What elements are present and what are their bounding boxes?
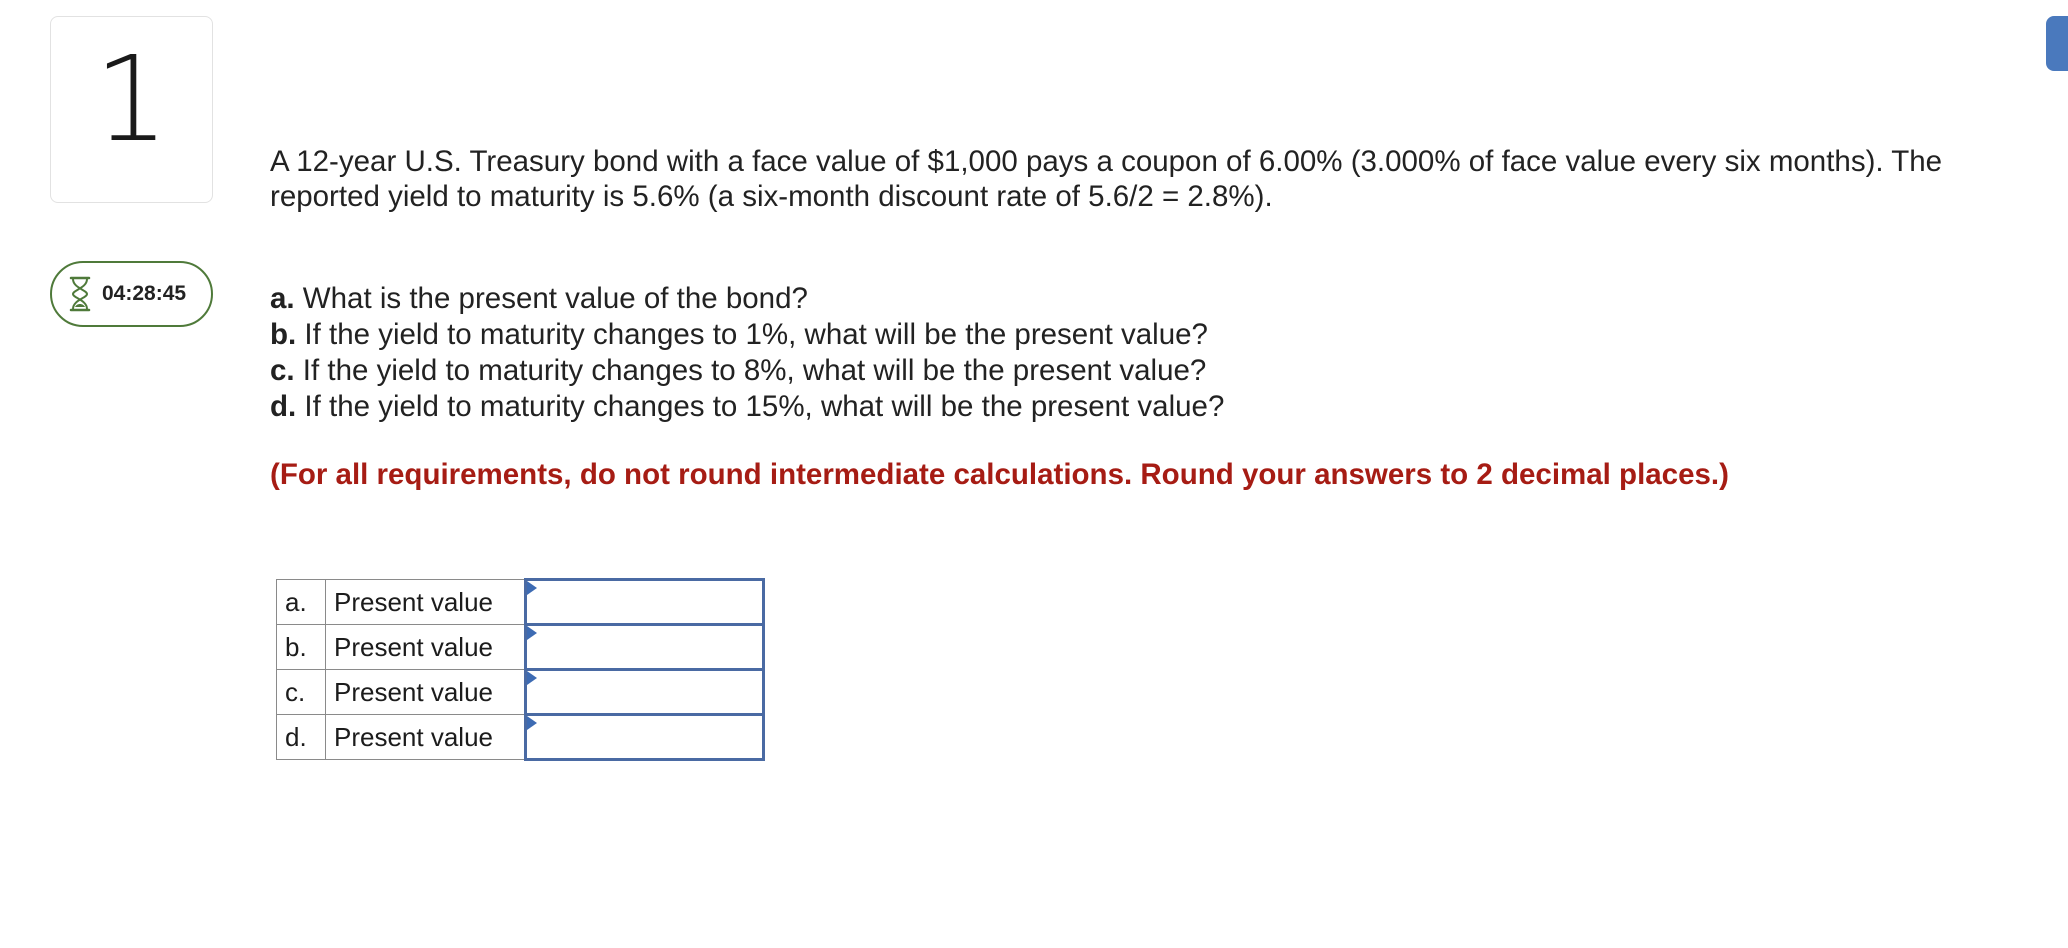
requirement-text: If the yield to maturity changes to 15%, what will be the present value? (296, 390, 1225, 423)
side-panel-tab[interactable] (2046, 16, 2068, 71)
flag-icon (527, 626, 537, 640)
requirement-d (270, 389, 1224, 425)
requirement-letter: a. (270, 282, 295, 315)
present-value-input-c[interactable] (527, 673, 762, 712)
requirement-text: If the yield to maturity changes to 8%, what will be the present value? (294, 354, 1207, 387)
present-value-input-b[interactable] (527, 628, 762, 667)
table-row (277, 670, 764, 715)
requirement-text: What is the present value of the bond? (294, 282, 808, 315)
requirements-list (270, 281, 1224, 425)
question-number-box (50, 16, 213, 203)
answer-cell-d[interactable] (526, 715, 764, 760)
row-label: Present value (326, 625, 526, 670)
row-label: Present value (326, 670, 526, 715)
flag-icon (527, 581, 537, 595)
requirement-letter: c. (270, 354, 295, 387)
problem-statement: A 12-year U.S. Treasury bond with a face value of $1,000 pays a coupon of 6.00% (3.000% of face value every six months). The reported yield to maturity is 5.6% (a six-month discount rate of 5.6/2 = 2.8%). (270, 145, 1943, 213)
row-letter: a. (277, 580, 326, 625)
flag-icon (527, 671, 537, 685)
row-label: Present value (326, 580, 526, 625)
requirement-text: If the yield to maturity changes to 1%, what will be the present value? (296, 318, 1208, 351)
answer-cell-c[interactable] (526, 670, 764, 715)
rounding-instruction: (For all requirements, do not round intermediate calculations. Round your answers to 2 decimal places.) (270, 458, 1729, 491)
requirement-letter: b. (270, 318, 297, 351)
requirement-c (270, 353, 1224, 389)
row-letter: b. (277, 625, 326, 670)
answer-cell-a[interactable] (526, 580, 764, 625)
flag-icon (527, 716, 537, 730)
timer-text: 04:28:45 (102, 282, 187, 305)
row-letter: d. (277, 715, 326, 760)
timer-badge (50, 261, 213, 327)
answer-cell-b[interactable] (526, 625, 764, 670)
table-row (277, 580, 764, 625)
row-letter: c. (277, 670, 326, 715)
present-value-input-d[interactable] (527, 718, 762, 757)
row-label: Present value (326, 715, 526, 760)
present-value-input-a[interactable] (527, 583, 762, 622)
hourglass-icon (68, 276, 92, 312)
table-row (277, 715, 764, 760)
table-row (277, 625, 764, 670)
question-number: 1 (93, 29, 170, 168)
requirement-b (270, 317, 1224, 353)
answer-table (276, 578, 765, 761)
requirement-a (270, 281, 1224, 317)
requirement-letter: d. (270, 390, 297, 423)
